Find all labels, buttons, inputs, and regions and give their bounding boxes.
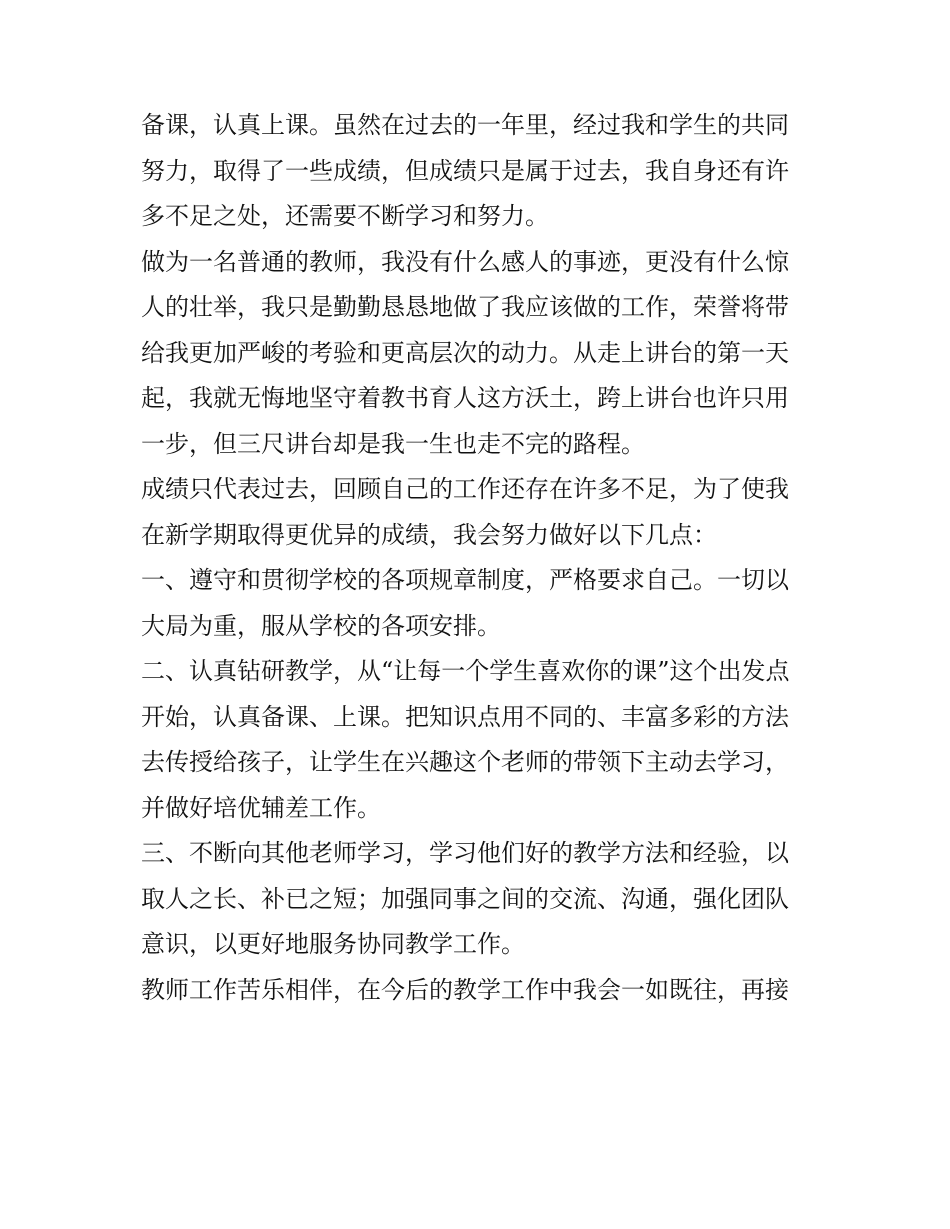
text-line: 意识，以更好地服务协同教学工作。	[141, 930, 525, 958]
document-body	[141, 103, 813, 1013]
text-line: 三、不断向其他老师学习，学习他们好的教学方法和经验，以	[141, 839, 789, 867]
text-line: 人的壮举，我只是勤勤恳恳地做了我应该做的工作，荣誉将带	[141, 293, 789, 321]
text-line: 在新学期取得更优异的成绩，我会努力做好以下几点：	[141, 520, 717, 549]
text-line: 成绩只代表过去，回顾自己的工作还存在许多不足，为了使我	[141, 475, 789, 503]
text-line: 给我更加严峻的考验和更高层次的动力。从走上讲台的第一天	[141, 338, 789, 367]
text-line: 做为一名普通的教师，我没有什么感人的事迹，更没有什么惊	[141, 247, 789, 276]
text-line: 多不足之处，还需要不断学习和努力。	[141, 202, 549, 230]
text-line: 努力，取得了一些成绩，但成绩只是属于过去，我自身还有许	[141, 156, 789, 185]
text-line: 二、认真钻研教学，从“让每一个学生喜欢你的课”这个出发点	[141, 657, 790, 685]
text-line: 一、遵守和贯彻学校的各项规章制度，严格要求自己。一切以	[141, 566, 789, 594]
text-line: 大局为重，服从学校的各项安排。	[141, 611, 501, 640]
text-line: 起，我就无悔地坚守着教书育人这方沃土，跨上讲台也许只用	[141, 384, 789, 412]
text-line: 去传授给孩子，让学生在兴趣这个老师的带领下主动去学习，	[141, 748, 789, 776]
text-line: 教师工作苦乐相伴，在今后的教学工作中我会一如既往，再接	[141, 975, 789, 1004]
text-line: 开始，认真备课、上课。把知识点用不同的、丰富多彩的方法	[141, 702, 789, 731]
text-line: 取人之长、补已之短；加强同事之间的交流、沟通，强化团队	[141, 884, 789, 913]
text-line: 并做好培优辅差工作。	[141, 793, 381, 822]
text-line: 备课，认真上课。虽然在过去的一年里，经过我和学生的共同	[141, 111, 789, 139]
text-line: 一步，但三尺讲台却是我一生也走不完的路程。	[141, 429, 645, 458]
